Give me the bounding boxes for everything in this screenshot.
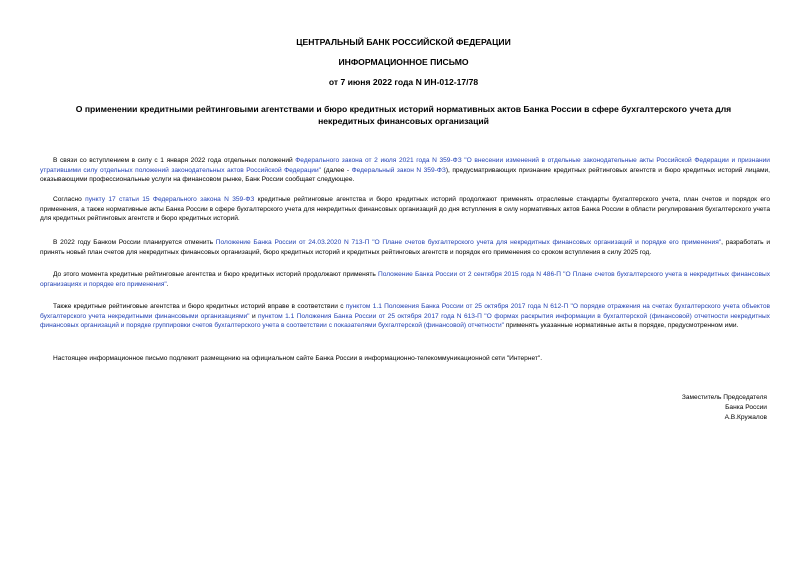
p5-text-2: и xyxy=(249,312,259,320)
p1-text-1: В связи со вступлением в силу с 1 января 2022 года отдельных положений xyxy=(53,157,296,164)
link-law-359-short[interactable]: Федеральный закон N 359-ФЗ xyxy=(351,166,446,174)
link-regulation-713p[interactable]: Положение Банка России от 24.03.2020 N 713-П "О Плане счетов бухгалтерского учета для некредитных финансовых организаций и порядке его применения" xyxy=(215,239,722,246)
p3-text-2: , разработать и принять новый план счетов для некредитных финансовых организаций, бюро кредитных историй и кредитных рейтинговых агентств и порядок его применения со сроком вступления в силу 2025 год. xyxy=(40,239,770,256)
p2-text-1: Согласно xyxy=(53,196,86,203)
link-regulation-613p[interactable]: пунктом 1.1 Положения Банка России от 25 октября 2017 года N 613-П "О формах раскрытия информации в бухгалтерской (финансовой) отчетности некредитных финансовых организаций и порядке группировки счетов бухгалтерского учета в соответствии с показателями бухгалтерской (финансовой) отчетности" xyxy=(40,312,770,329)
paragraph-1 xyxy=(40,156,770,185)
p4-text-2: . xyxy=(166,280,169,288)
p2-text-2: кредитные рейтинговые агентства и бюро кредитных историй продолжают применять отраслевые стандарты бухгалтерского учета, план счетов и порядок его применения, а также нормативные акты Банка России в сфере бухгалтерского учета для некредитных финансовых организаций до дня вступления в силу нормативных актов Банка России в области регулирования бухгалтерского учета для кредитных рейтинговых агентств и бюро кредитных историй. xyxy=(40,196,770,222)
paragraph-6 xyxy=(40,354,770,364)
signature-organization: Банка России xyxy=(725,404,767,411)
paragraph-3 xyxy=(40,238,770,257)
link-regulation-612p[interactable]: пунктом 1.1 Положения Банка России от 25 октября 2017 года N 612-П "О порядке отражения на счетах бухгалтерского учета объектов бухгалтерского учета некредитными финансовыми организациями" xyxy=(40,303,770,320)
signature-name: А.В.Кружалов xyxy=(724,414,767,421)
signature-block xyxy=(682,393,767,423)
p1-text-2: (далее - xyxy=(321,166,352,174)
document-title: О применении кредитными рейтинговыми агентствами и бюро кредитных историй нормативных актов Банка России в сфере бухгалтерского учета для некредитных финансовых организаций xyxy=(75,104,732,126)
paragraph-4 xyxy=(40,270,770,289)
link-federal-law-359[interactable]: Федерального закона от 2 июля 2021 года N 359-ФЗ "О внесении изменений в отдельные законодательные акты Российской Федерации и признании утратившими силу отдельных положений законодательных актов Российской Федерации" xyxy=(40,157,770,174)
doc-type: ИНФОРМАЦИОННОЕ ПИСЬМО xyxy=(338,57,469,67)
doc-date-number: от 7 июня 2022 года N ИН-012-17/78 xyxy=(328,77,479,87)
p4-text-1: До этого момента кредитные рейтинговые агентства и бюро кредитных историй продолжают применять xyxy=(53,271,378,278)
link-article-15-point-17[interactable]: пункту 17 статьи 15 Федерального закона N 359-ФЗ xyxy=(85,196,255,203)
p3-text-1: В 2022 году Банком России планируется отменить xyxy=(53,239,216,246)
signature-position: Заместитель Председателя xyxy=(681,394,767,401)
paragraph-5 xyxy=(40,302,770,331)
p1-text-3: ), предусматривающих признание кредитных рейтинговых агентств и бюро кредитных историй лицами, оказывающими профессиональные услуги на финансовом рынке, Банк России сообщает следующее. xyxy=(40,166,770,183)
p5-text-1: Также кредитные рейтинговые агентства и бюро кредитных историй вправе в соответствии с xyxy=(53,303,346,310)
p5-text-3: применять указанные нормативные акты в порядке, предусмотренном ими. xyxy=(504,322,739,329)
link-regulation-486p[interactable]: Положение Банка России от 2 сентября 2015 года N 486-П "О Плане счетов бухгалтерского учета в некредитных финансовых организациях и порядке его применения" xyxy=(40,271,770,288)
org-name: ЦЕНТРАЛЬНЫЙ БАНК РОССИЙСКОЙ ФЕДЕРАЦИИ xyxy=(296,37,511,47)
paragraph-2 xyxy=(40,195,770,224)
p6-text-1: Настоящее информационное письмо подлежит размещению на официальном сайте Банка России в информационно-телекоммуникационной сети "Интернет". xyxy=(53,355,543,362)
